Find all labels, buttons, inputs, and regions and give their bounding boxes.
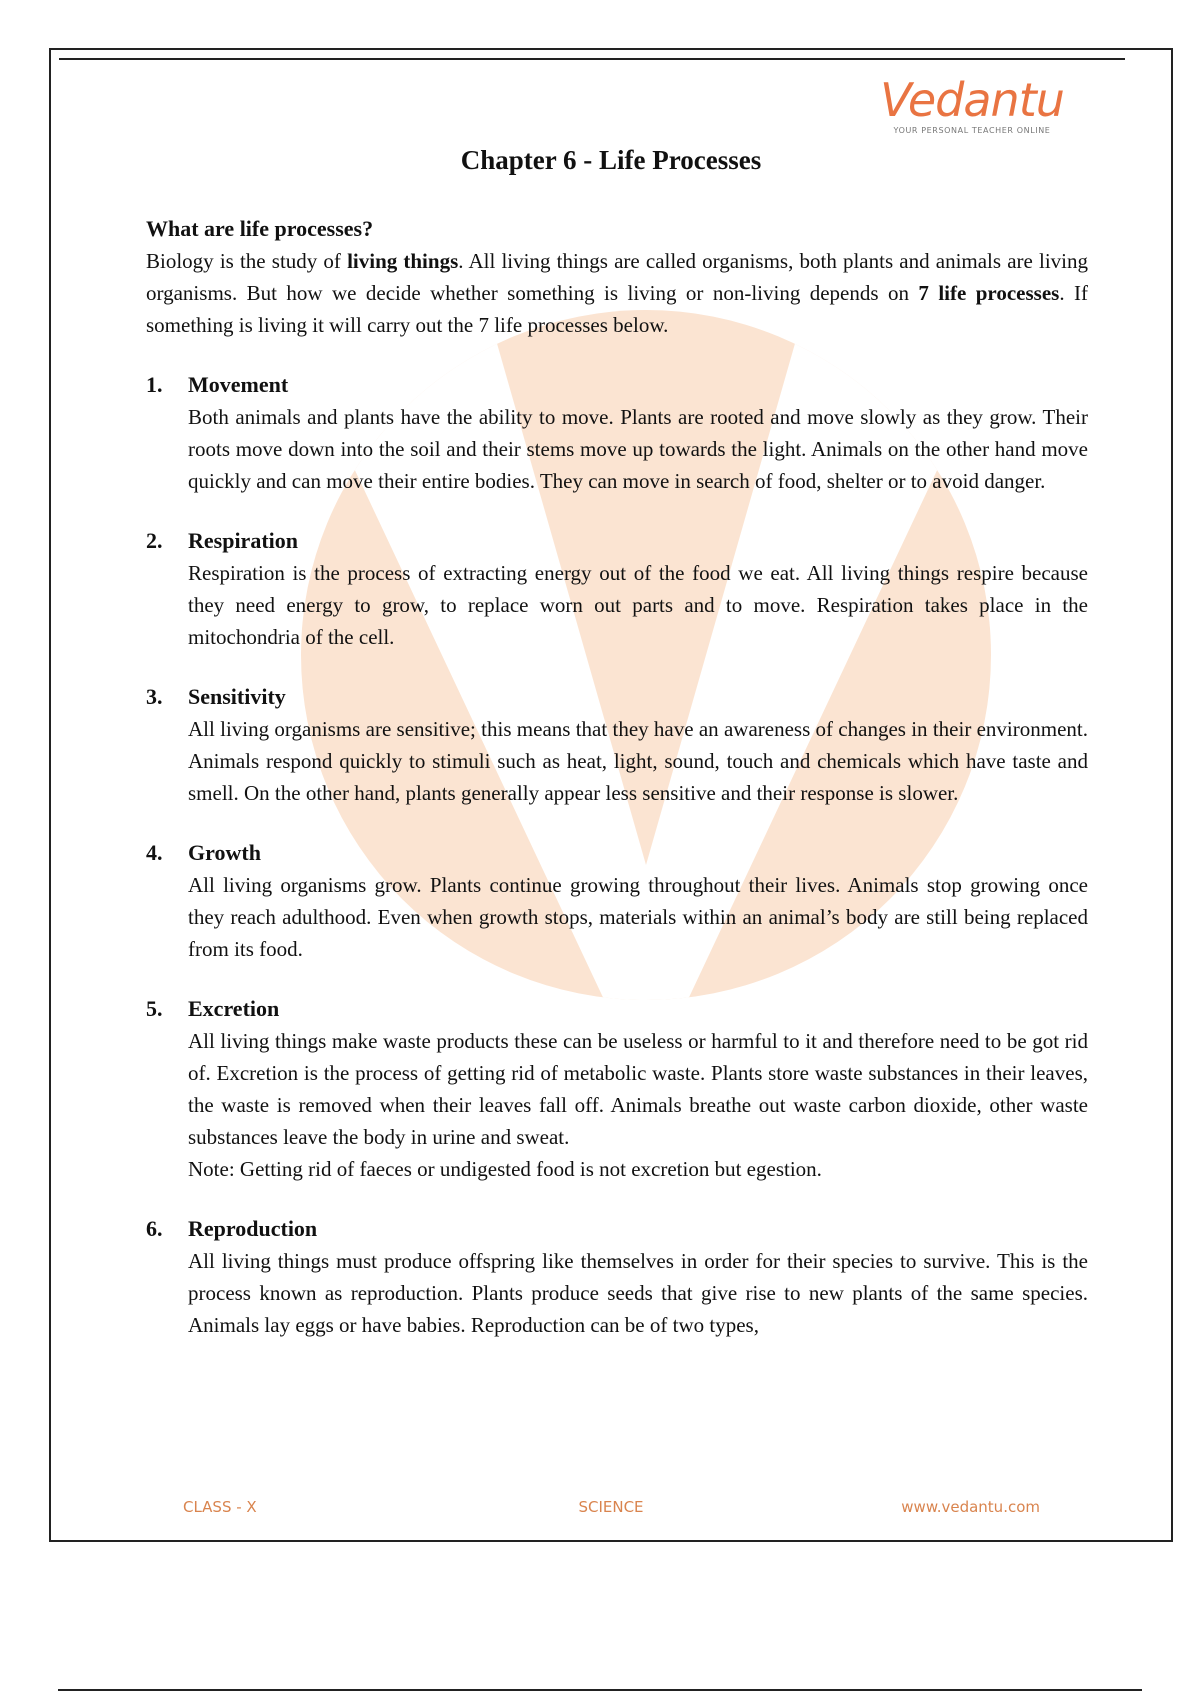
item-title: Growth: [188, 840, 261, 865]
item-body: All living things make waste products these can be useless or harmful to it and therefore need to be got rid of. Excretion is the process of getting rid of metabolic waste. Plants store waste substances in their leaves, the waste is removed when their leaves fall off. Animals breathe out waste carbon dioxide, other waste substances leave the body in urine and sweat.: [188, 1029, 1088, 1149]
list-item-respiration: [146, 525, 1088, 653]
item-body: Both animals and plants have the ability to move. Plants are rooted and move slowly as they grow. Their roots move down into the soil and their stems move up towards the light. Animals on the other hand move quickly and can move their entire bodies. They can move in search of food, shelter or to avoid danger.: [188, 405, 1088, 493]
item-body: All living organisms grow. Plants continue growing throughout their lives. Animals stop growing once they reach adulthood. Even when growth stops, materials within an animal’s body are still being replaced from its food.: [188, 873, 1088, 961]
item-number: 1.: [146, 372, 163, 397]
content-body: [146, 213, 1088, 1369]
list-item-movement: [146, 369, 1088, 497]
logo-tagline: YOUR PERSONAL TEACHER ONLINE: [893, 126, 1051, 135]
item-number: 5.: [146, 996, 163, 1021]
intro-heading: What are life processes?: [146, 216, 374, 241]
item-title: Movement: [188, 372, 289, 397]
item-number: 3.: [146, 684, 163, 709]
intro-text-3: . If something is living it will carry out the 7 life processes below.: [146, 281, 1088, 337]
list-item-reproduction: [146, 1213, 1088, 1341]
intro-text-1: Biology is the study of: [146, 249, 348, 273]
item-number: 4.: [146, 840, 163, 865]
life-processes-list: [146, 369, 1088, 1341]
item-title: Respiration: [188, 528, 298, 553]
item-number: 2.: [146, 528, 163, 553]
item-number: 6.: [146, 1216, 163, 1241]
footer-website-link[interactable]: www.vedantu.com: [901, 1498, 1040, 1516]
list-item-growth: [146, 837, 1088, 965]
logo-wordmark: Vedantu: [880, 73, 1064, 127]
item-body: All living organisms are sensitive; this means that they have an awareness of changes in their environment. Animals respond quickly to stimuli such as heat, light, sound, touch and chemicals which have taste and smell. On the other hand, plants generally appear less sensitive and their response is slower.: [188, 717, 1088, 805]
item-title: Sensitivity: [188, 684, 286, 709]
item-body: Respiration is the process of extracting energy out of the food we eat. All living things respire because they need energy to grow, to replace worn out parts and to move. Respiration takes place in the mitochondria of the cell.: [188, 561, 1088, 649]
document-page: [49, 48, 1173, 1542]
intro-bold-life-processes: 7 life processes: [918, 281, 1060, 305]
intro-text-2: . All living things are called organisms, both plants and animals are living organisms. But how we decide whether something is living or non-living depends on: [146, 249, 1088, 305]
item-title: Reproduction: [188, 1216, 318, 1241]
top-rule: [59, 58, 1125, 60]
intro-paragraph: [146, 245, 1088, 341]
intro-bold-living-things: living things: [347, 249, 459, 273]
item-title: Excretion: [188, 996, 280, 1021]
item-note: Note: Getting rid of faeces or undigested food is not excretion but egestion.: [188, 1157, 822, 1181]
next-page-top-rule: [58, 1689, 1142, 1691]
vedantu-logo: [877, 74, 1067, 154]
item-body: All living things must produce offspring like themselves in order for their species to survive. This is the process known as reproduction. Plants produce seeds that give rise to new plants of the same species. Animals lay eggs or have babies. Reproduction can be of two types,: [188, 1249, 1088, 1337]
list-item-excretion: [146, 993, 1088, 1185]
list-item-sensitivity: [146, 681, 1088, 809]
page-footer: [51, 1498, 1171, 1522]
footer-subject: SCIENCE: [578, 1498, 644, 1516]
chapter-title: Chapter 6 - Life Processes: [460, 145, 762, 175]
footer-class: CLASS - X: [183, 1498, 257, 1516]
